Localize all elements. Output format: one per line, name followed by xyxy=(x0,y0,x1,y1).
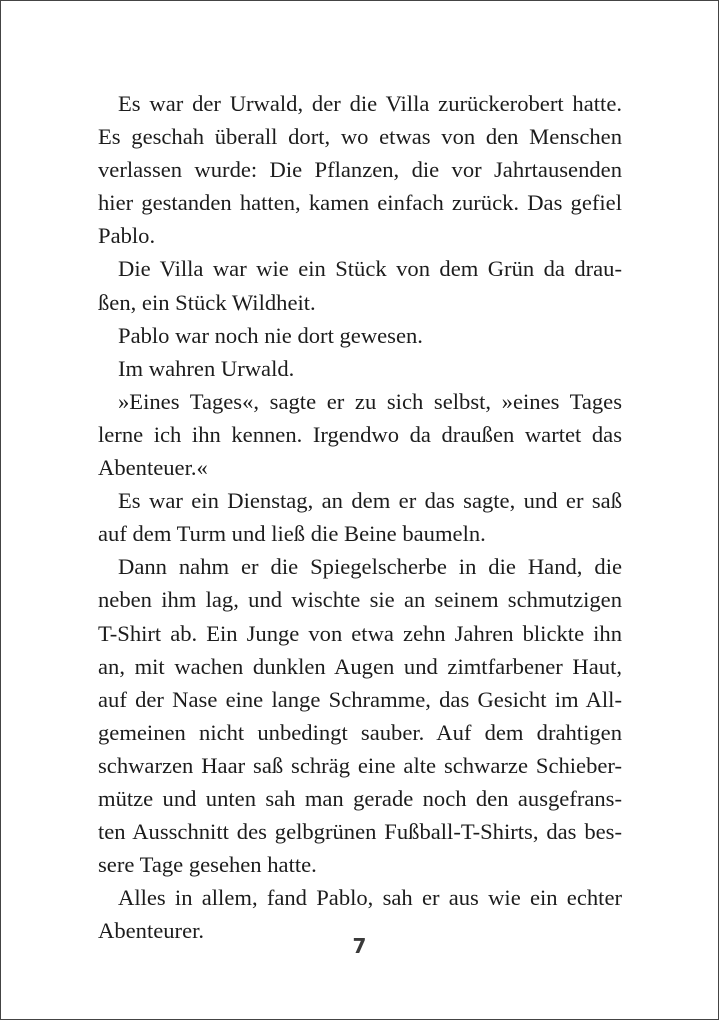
text-line: Es geschah überall dort, wo etwas von den Menschen xyxy=(98,124,622,150)
text-line: mütze und unten sah man gerade noch den ausgefrans- xyxy=(98,785,622,811)
text-line: T-Shirt ab. Ein Junge von etwa zehn Jahren blickte ihn xyxy=(98,620,622,646)
text-line: auf dem Turm und ließ die Beine baumeln. xyxy=(98,521,486,547)
text-line: hier gestanden hatten, kamen einfach zurück. Das gefiel xyxy=(98,190,622,216)
text-line: Es war der Urwald, der die Villa zurückerobert hatte. xyxy=(118,91,622,116)
page-number: 7 xyxy=(352,934,367,958)
text-line: verlassen wurde: Die Pflanzen, die vor Jahrtausenden xyxy=(98,157,622,183)
text-line: Im wahren Urwald. xyxy=(118,355,295,381)
paragraph xyxy=(98,484,622,550)
text-line: gemeinen nicht unbedingt sauber. Auf dem drahtigen xyxy=(98,719,622,745)
body-text xyxy=(98,87,622,947)
paragraph xyxy=(98,352,622,385)
paragraph xyxy=(98,319,622,352)
text-line: schwarzen Haar saß schräg eine alte schwarze Schieber- xyxy=(98,752,622,778)
text-line: Abenteuer.« xyxy=(98,455,208,481)
text-line: ßen, ein Stück Wildheit. xyxy=(98,289,316,315)
text-line: »Eines Tages«, sagte er zu sich selbst, »eines Tages xyxy=(118,388,622,414)
text-line: auf der Nase eine lange Schramme, das Gesicht im All- xyxy=(98,686,622,712)
text-line: Es war ein Dienstag, an dem er das sagte, und er saß xyxy=(118,488,622,514)
text-line: Pablo. xyxy=(98,223,156,249)
paragraph xyxy=(98,252,622,318)
text-line: ten Ausschnitt des gelbgrünen Fußball-T-Shirts, das bes- xyxy=(98,819,622,845)
paragraph xyxy=(98,550,622,881)
paragraph xyxy=(98,87,622,252)
text-line: Alles in allem, fand Pablo, sah er aus wie ein echter xyxy=(118,885,622,911)
text-line: lerne ich ihn kennen. Irgendwo da draußen wartet das xyxy=(98,421,622,447)
text-line: neben ihm lag, und wischte sie an seinem schmutzigen xyxy=(98,587,622,613)
paragraph xyxy=(98,385,622,484)
text-line: Die Villa war wie ein Stück von dem Grün da drau- xyxy=(118,256,622,282)
text-line: an, mit wachen dunklen Augen und zimtfarbener Haut, xyxy=(98,653,622,679)
text-line: sere Tage gesehen hatte. xyxy=(98,852,317,878)
text-line: Pablo war noch nie dort gewesen. xyxy=(118,322,423,348)
text-line: Abenteurer. xyxy=(98,918,205,944)
text-line: Dann nahm er die Spiegelscherbe in die Hand, die xyxy=(118,554,622,580)
